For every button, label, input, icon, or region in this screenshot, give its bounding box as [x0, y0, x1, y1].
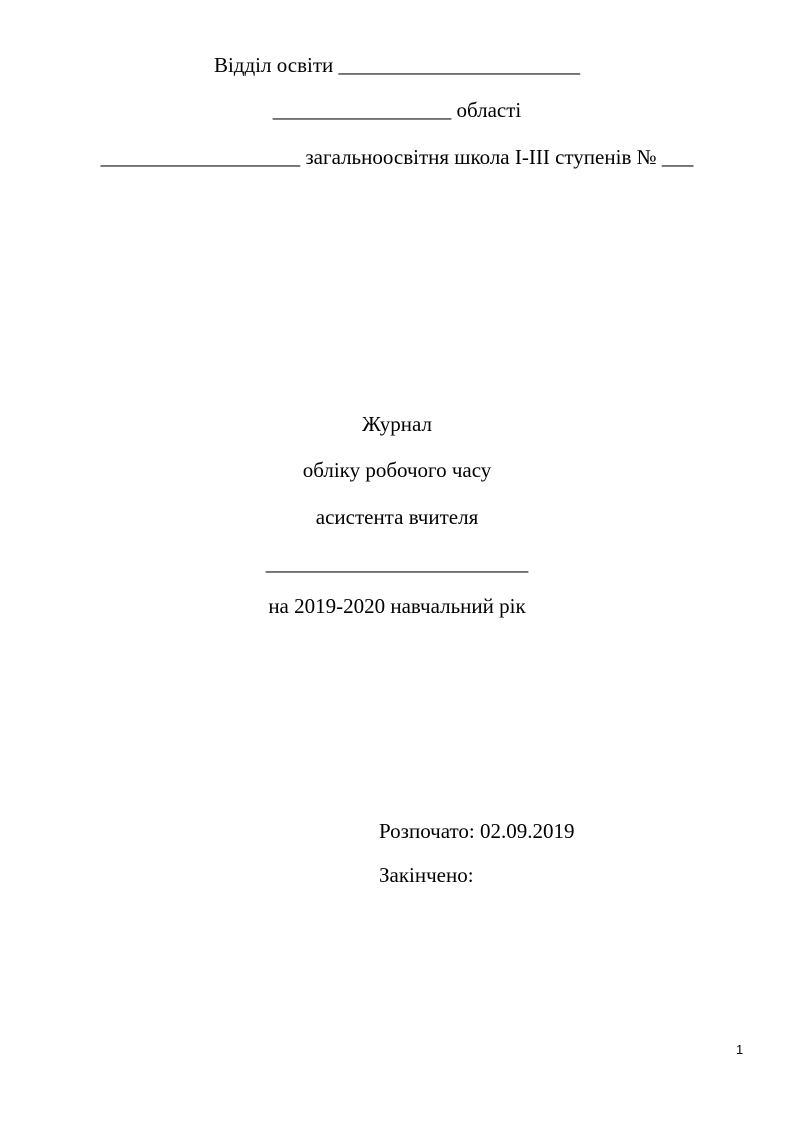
- region-line: _________________ області: [272, 98, 522, 122]
- school-line: ___________________ загальноосвітня школа І-ІІІ ступенів № ___: [100, 145, 694, 169]
- started-date: Розпочато: 02.09.2019: [379, 819, 575, 843]
- journal-subtitle-assistant: асистента вчителя: [315, 505, 479, 529]
- finished-date: Закінчено:: [379, 863, 474, 887]
- journal-subtitle-work-time: обліку робочого часу: [302, 458, 492, 482]
- journal-title: Журнал: [361, 412, 432, 436]
- page-number: 1: [736, 1042, 744, 1057]
- name-blank-line: _________________________: [265, 551, 529, 575]
- academic-year-line: на 2019-2020 навчальний рік: [268, 594, 526, 618]
- department-line: Відділ освіти _______________________: [213, 53, 581, 77]
